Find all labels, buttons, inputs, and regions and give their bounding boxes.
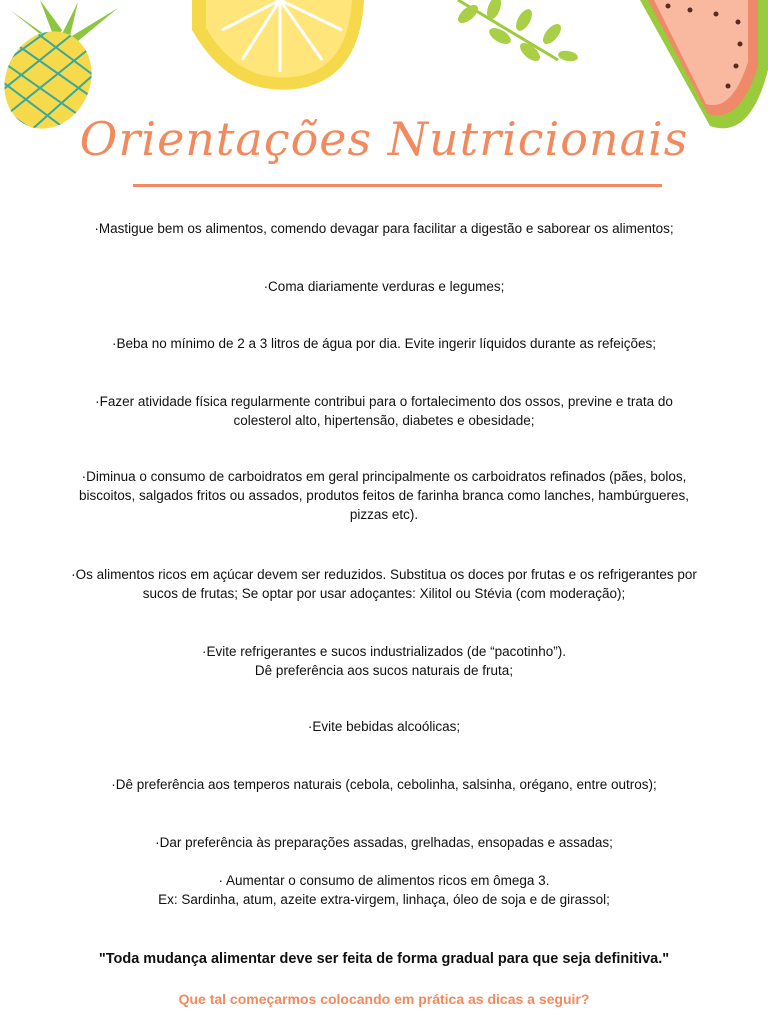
tip-line: ·Diminua o consumo de carboidratos em geral principalmente os carboidratos refinados (pães, bolos, [81, 469, 687, 484]
tip-line: sucos de frutas; Se optar por usar adoçantes: Xilitol ou Stévia (com moderação); [142, 586, 626, 601]
tip-line: ·Fazer atividade física regularmente contribui para o fortalecimento dos ossos, previne e trata do [95, 394, 673, 409]
tip-item [0, 833, 768, 852]
tip-item [0, 467, 768, 524]
tip-line: Ex: Sardinha, atum, azeite extra-virgem, linhaça, óleo de soja e de girassol; [158, 892, 610, 907]
tip-line: ·Beba no mínimo de 2 a 3 litros de água por dia. Evite ingerir líquidos durante as refeições; [111, 336, 657, 351]
tip-line: Dê preferência aos sucos naturais de fruta; [254, 663, 514, 678]
closing-quote: "Toda mudança alimentar deve ser feita de forma gradual para que seja definitiva." [98, 951, 670, 967]
tip-item [0, 871, 768, 909]
tip-item [0, 277, 768, 296]
tip-line: ·Evite refrigerantes e sucos industrializados (de “pacotinho”). [202, 644, 566, 659]
tip-line: ·Dê preferência aos temperos naturais (cebola, cebolinha, salsinha, orégano, entre outros); [111, 777, 657, 792]
call-to-action: Que tal começarmos colocando em prática as dicas a seguir? [178, 991, 590, 1007]
page-title: Orientações Nutricionais [79, 112, 689, 166]
tip-line: ·Dar preferência às preparações assadas, grelhadas, ensopadas e assadas; [155, 835, 613, 850]
tip-item [0, 565, 768, 603]
tip-line: colesterol alto, hipertensão, diabetes e obesidade; [233, 413, 535, 428]
tip-item [0, 775, 768, 794]
tip-item [0, 219, 768, 238]
tip-line: ·Evite bebidas alcoólicas; [307, 719, 461, 734]
tip-line: biscoitos, salgados fritos ou assados, produtos feitos de farinha branca como lanches, hambúrgueres, [78, 488, 690, 503]
lemon-slice-illustration [192, 0, 368, 92]
tip-item [0, 717, 768, 736]
tip-line: ·Mastigue bem os alimentos, comendo devagar para facilitar a digestão e saborear os alimentos; [94, 221, 674, 236]
title-divider [133, 184, 662, 187]
tip-line: pizzas etc). [349, 507, 419, 522]
tip-item [0, 334, 768, 353]
tip-line: · Aumentar o consumo de alimentos ricos em ômega 3. [218, 873, 550, 888]
tip-line: ·Coma diariamente verduras e legumes; [263, 279, 505, 294]
leaf-sprig-illustration [448, 0, 580, 66]
tip-line: ·Os alimentos ricos em açúcar devem ser reduzidos. Substitua os doces por frutas e os refrigerantes por [71, 567, 697, 582]
tip-item [0, 392, 768, 430]
tip-item [0, 642, 768, 680]
